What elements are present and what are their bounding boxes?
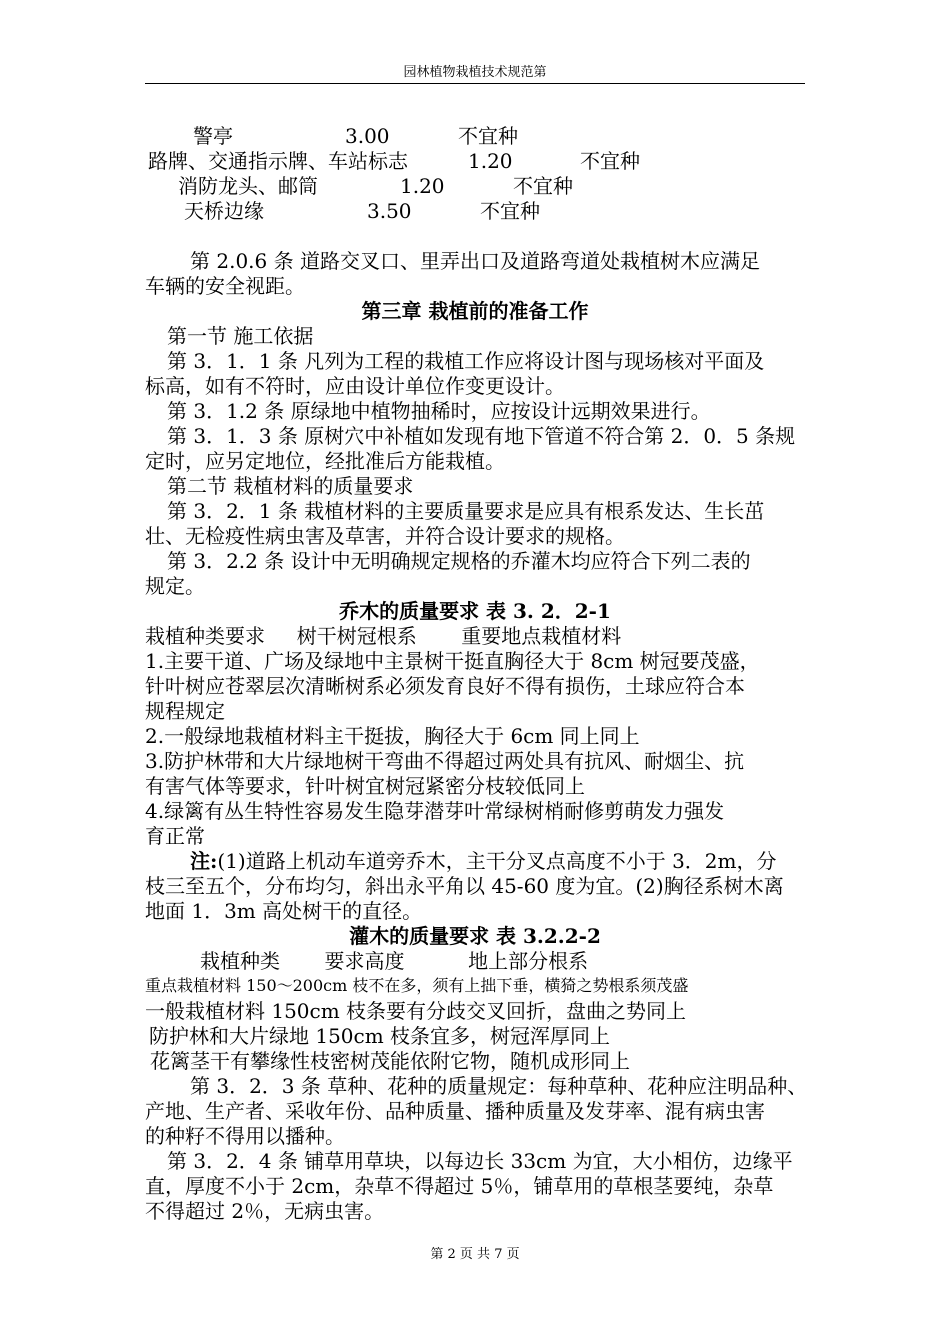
table-row-result: 不宜种 — [480, 199, 540, 223]
section-title: 第二节 栽植材料的质量要求 — [167, 474, 414, 498]
table1-row: 规程规定 — [145, 699, 225, 723]
table-row-name: 天桥边缘 — [184, 199, 264, 223]
page-header: 园林植物栽植技术规范第 — [403, 65, 547, 80]
table2-row: 重点栽植材料 150～200cm 枝不在多，须有上拙下垂，横猗之势根系须茂盛 — [145, 976, 689, 995]
table1-header: 栽植种类要求 树干树冠根系 重要地点栽植材料 — [145, 624, 622, 648]
chapter-title: 第三章 栽植前的准备工作 — [361, 299, 589, 323]
table1-row: 3.防护林带和大片绿地树干弯曲不得超过两处具有抗风、耐烟尘、抗 — [145, 749, 745, 773]
table-row-distance: 1.20 — [468, 149, 513, 173]
note-line: 枝三至五个，分布均匀，斜出永平角以 45-60 度为宜。(2)胸径系树木离 — [145, 874, 784, 898]
table-row-result: 不宜种 — [513, 174, 573, 198]
table2-title: 灌木的质量要求 表 3.2.2-2 — [349, 924, 601, 948]
table2-row: 一般栽植材料 150cm 枝条要有分歧交叉回折，盘曲之势同上 — [145, 999, 687, 1023]
page-number: 第 2 页 共 7 页 — [430, 1247, 520, 1262]
table2-row: 花篱茎干有攀缘性枝密树茂能依附它物，随机成形同上 — [150, 1049, 630, 1073]
header-rule — [145, 83, 805, 84]
note-label: 注: — [190, 849, 218, 873]
table-row-name: 路牌、交通指示牌、车站标志 — [148, 149, 408, 173]
paragraph-line: 第 3．2．3 条 草种、花种的质量规定：每种草种、花种应注明品种、 — [190, 1074, 808, 1098]
paragraph-line: 的种籽不得用以播种。 — [145, 1124, 345, 1148]
paragraph-line: 直，厚度不小于 2cm，杂草不得超过 5％，铺草用的草根茎要纯，杂草 — [145, 1174, 774, 1198]
table1-row: 1.主要干道、广场及绿地中主景树干挺直胸径大于 8cm 树冠要茂盛， — [145, 649, 760, 673]
table1-row: 针叶树应苍翠层次清晰树系必须发育良好不得有损伤，土球应符合本 — [145, 674, 745, 698]
paragraph-line: 产地、生产者、采收年份、品种质量、播种质量及发芽率、混有病虫害 — [145, 1099, 765, 1123]
paragraph-line: 不得超过 2％，无病虫害。 — [145, 1199, 385, 1223]
paragraph-line: 定时，应另定地位，经批准后方能栽植。 — [145, 449, 505, 473]
table2-row: 防护林和大片绿地 150cm 枝条宜多，树冠浑厚同上 — [149, 1024, 611, 1048]
paragraph-line: 壮、无检疫性病虫害及草害，并符合设计要求的规格。 — [145, 524, 625, 548]
table1-row: 4.绿篱有丛生特性容易发生隐芽潜芽叶常绿树梢耐修剪萌发力强发 — [145, 799, 725, 823]
table-row-distance: 3.50 — [367, 199, 412, 223]
paragraph-line: 第 3．1．1 条 凡列为工程的栽植工作应将设计图与现场核对平面及 — [167, 349, 765, 373]
paragraph-line: 第 2.0.6 条 道路交叉口、里弄出口及道路弯道处栽植树木应满足 — [190, 249, 760, 273]
table1-title: 乔木的质量要求 表 3. 2．2-1 — [339, 599, 611, 623]
section-title: 第一节 施工依据 — [167, 324, 314, 348]
table-row-distance: 3.00 — [345, 124, 390, 148]
note-line: 地面 1．3m 高处树干的直径。 — [145, 899, 423, 923]
paragraph-line: 第 3．1．3 条 原树穴中补植如发现有地下管道不符合第 2．0．5 条规 — [167, 424, 796, 448]
paragraph-line: 标高，如有不符时，应由设计单位作变更设计。 — [145, 374, 565, 398]
table-row-result: 不宜种 — [458, 124, 518, 148]
table-row-name: 消防龙头、邮筒 — [178, 174, 318, 198]
table1-row: 有害气体等要求，针叶树宜树冠紧密分枝较低同上 — [145, 774, 585, 798]
table-row-distance: 1.20 — [400, 174, 445, 198]
paragraph-line: 第 3．2．1 条 栽植材料的主要质量要求是应具有根系发达、生长茁 — [167, 499, 765, 523]
paragraph-line: 规定。 — [145, 574, 205, 598]
table-row-name: 警亭 — [193, 124, 233, 148]
paragraph-line: 车辆的安全视距。 — [145, 274, 305, 298]
paragraph-line: 第 3．2.2 条 设计中无明确规定规格的乔灌木均应符合下列二表的 — [167, 549, 751, 573]
table1-row: 育正常 — [145, 824, 205, 848]
table-row-result: 不宜种 — [580, 149, 640, 173]
paragraph-line: 第 3．1.2 条 原绿地中植物抽稀时，应按设计远期效果进行。 — [167, 399, 711, 423]
note-text: (1)道路上机动车道旁乔木，主干分叉点高度不小于 3．2m，分 — [217, 849, 777, 873]
paragraph-line: 第 3．2．4 条 铺草用草块，以每边长 33cm 为宜，大小相仿，边缘平 — [167, 1149, 793, 1173]
note-line — [190, 849, 777, 873]
table2-header: 栽植种类 要求高度 地上部分根系 — [200, 949, 589, 973]
table1-row: 2.一般绿地栽植材料主干挺拔，胸径大于 6cm 同上同上 — [145, 724, 640, 748]
